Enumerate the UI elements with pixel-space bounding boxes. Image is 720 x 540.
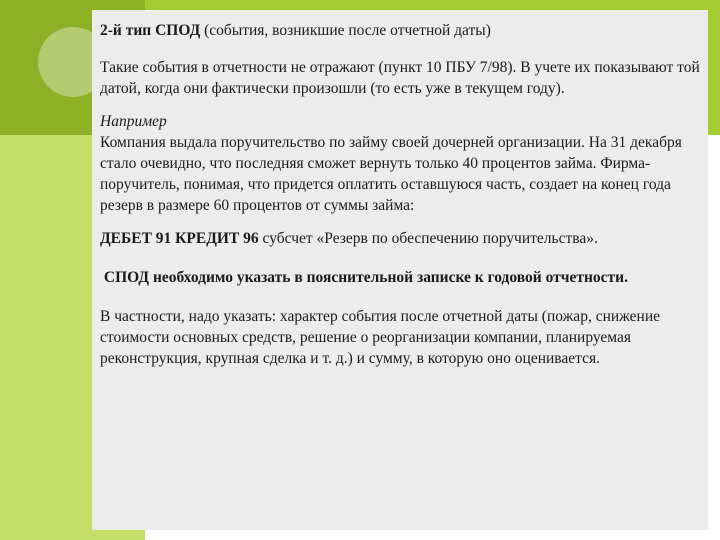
note-paragraph bbox=[100, 267, 700, 288]
paragraph-details: В частности, надо указать: характер события после отчетной даты (пожар, снижение стоимости основных средств, решение о реорганизации компании, планируемая реконструкция, крупная сделка и т. д.) и сумму, в которую оно оценивается. bbox=[100, 308, 661, 367]
note-text: СПОД необходимо указать в пояснительной записке к годовой отчетности. bbox=[100, 269, 628, 286]
slide-content bbox=[100, 20, 700, 369]
heading-bold: 2-й тип СПОД bbox=[100, 22, 201, 39]
paragraph-intro: Такие события в отчетности не отражают (пункт 10 ПБУ 7/98). В учете их показывают той датой, когда они фактически произошли (то есть уже в текущем году). bbox=[100, 59, 700, 97]
slide-heading bbox=[100, 20, 700, 41]
example-label: Например bbox=[100, 113, 167, 130]
heading-rest: (события, возникшие после отчетной даты) bbox=[200, 22, 491, 39]
example-block bbox=[100, 111, 700, 216]
example-text: Компания выдала поручительство по займу своей дочерней организации. На 31 декабря стало очевидно, что последняя сможет вернуть только 40 процентов займа. Фирма-поручитель, понимая, что придется оплатить оставшуюся часть, создает на конец года резерв в размере 60 процентов от суммы займа: bbox=[100, 134, 682, 214]
entry-description: субсчет «Резерв по обеспечению поручительства». bbox=[258, 230, 598, 247]
accounting-entry bbox=[100, 228, 700, 249]
entry-accounts: ДЕБЕТ 91 КРЕДИТ 96 bbox=[100, 230, 259, 247]
